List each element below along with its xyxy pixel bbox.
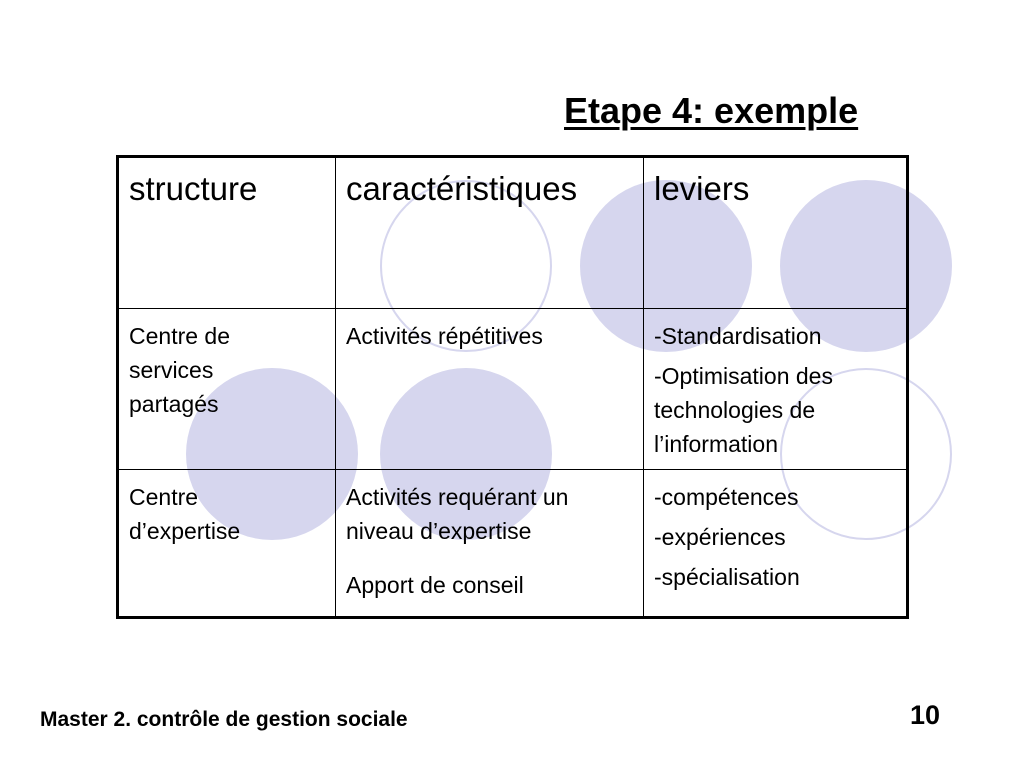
cell-caracteristiques <box>336 470 644 618</box>
cell-line: d’expertise <box>129 518 241 544</box>
cell-line: Centre de <box>129 323 231 349</box>
header-leviers: leviers <box>644 157 908 309</box>
cell-line: l’information <box>654 431 778 457</box>
cell-caracteristiques <box>336 309 644 470</box>
cell-structure <box>118 309 336 470</box>
cell-line: -spécialisation <box>654 564 800 590</box>
cell-line: niveau d’expertise <box>346 518 532 544</box>
cell-line: services <box>129 357 214 383</box>
cell-line: technologies de <box>654 397 816 423</box>
cell-line: -expériences <box>654 524 786 550</box>
cell-line: Activités répétitives <box>346 323 543 349</box>
header-structure: structure <box>118 157 336 309</box>
cell-line: -compétences <box>654 484 799 510</box>
header-caracteristiques: caractéristiques <box>336 157 644 309</box>
cell-line: -Standardisation <box>654 323 822 349</box>
example-table <box>116 155 909 619</box>
cell-line: -Optimisation des <box>654 363 833 389</box>
table-row <box>118 470 908 618</box>
cell-leviers <box>644 470 908 618</box>
cell-leviers <box>644 309 908 470</box>
cell-line: Centre <box>129 484 199 510</box>
footer-text: Master 2. contrôle de gestion sociale <box>40 708 408 731</box>
table-row <box>118 309 908 470</box>
cell-structure <box>118 470 336 618</box>
slide-title: Etape 4: exemple <box>564 90 859 131</box>
cell-line: Apport de conseil <box>346 572 524 598</box>
table-header-row <box>118 157 908 309</box>
cell-line: partagés <box>129 391 219 417</box>
cell-line: Activités requérant un <box>346 484 569 510</box>
page-number: 10 <box>910 700 941 730</box>
